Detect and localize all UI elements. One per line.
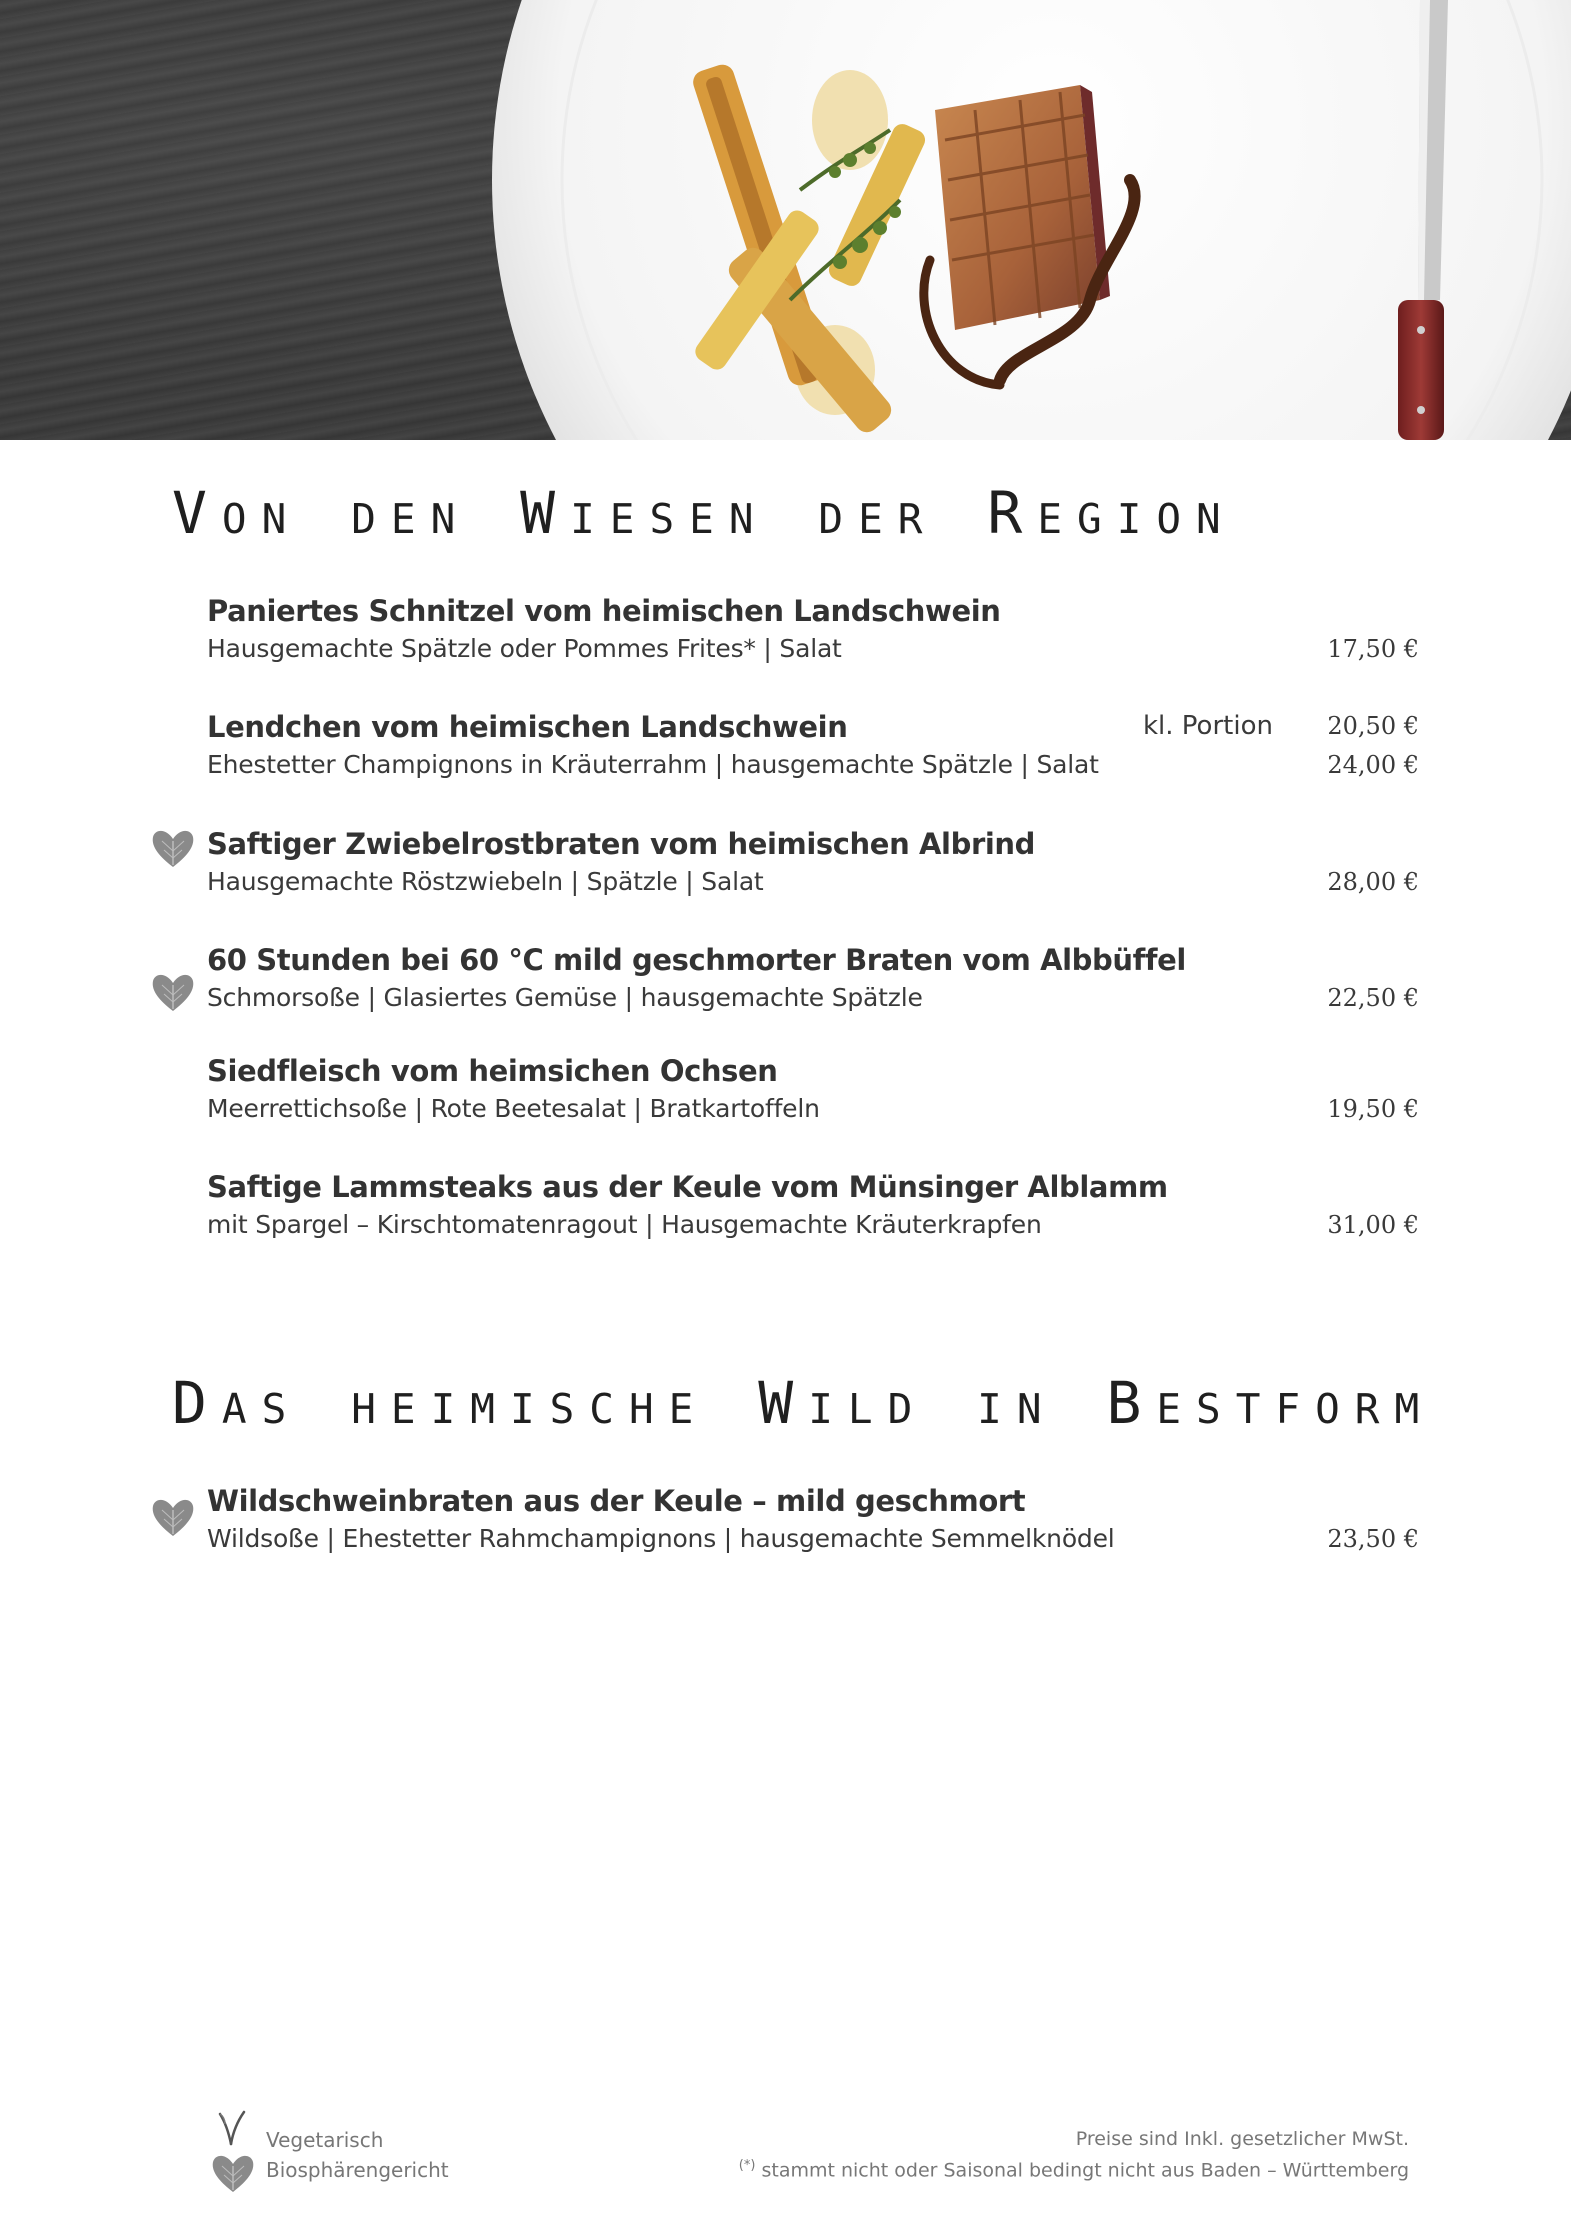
heart-leaf-icon <box>210 2152 256 2194</box>
dish-description: mit Spargel – Kirschtomatenragout | Hausgemachte Kräuterkrapfen <box>207 1210 1042 1239</box>
plated-dish-illustration <box>0 0 1571 440</box>
heart-leaf-icon <box>150 827 196 869</box>
dish-description: Hausgemachte Spätzle oder Pommes Frites* | Salat <box>207 634 842 663</box>
menu-item <box>0 710 1571 790</box>
dish-name: Saftiger Zwiebelrostbraten vom heimischen Albrind <box>207 827 1035 861</box>
section-title-meadows: Von den Wiesen der Region <box>172 479 1236 547</box>
origin-marker: (*) <box>738 2158 756 2173</box>
menu-item <box>0 827 1571 907</box>
dish-price: 17,50 € <box>1327 635 1419 663</box>
heart-leaf-icon <box>150 971 196 1013</box>
origin-note <box>739 2158 1409 2181</box>
dish-description: Ehestetter Champignons in Kräuterrahm | hausgemachte Spätzle | Salat <box>207 750 1099 779</box>
dish-description: Meerrettichsoße | Rote Beetesalat | Bratkartoffeln <box>207 1094 820 1123</box>
dish-price: 28,00 € <box>1327 868 1419 896</box>
menu-item <box>0 1170 1571 1250</box>
menu-item <box>0 943 1571 1023</box>
portion-label: kl. Portion <box>1143 711 1273 741</box>
vat-note: Preise sind Inkl. gesetzlicher MwSt. <box>1075 2128 1409 2150</box>
dish-name: 60 Stunden bei 60 °C mild geschmorter Braten vom Albbüffel <box>207 943 1186 977</box>
hero-image <box>0 0 1571 440</box>
dish-description: Schmorsoße | Glasiertes Gemüse | hausgemachte Spätzle <box>207 983 923 1012</box>
dish-price: 31,00 € <box>1327 1211 1419 1239</box>
dish-name: Wildschweinbraten aus der Keule – mild geschmort <box>207 1484 1026 1518</box>
section-title-game: Das heimische Wild in Bestform <box>172 1369 1435 1437</box>
dish-price: 24,00 € <box>1327 751 1419 779</box>
legend-vegetarian: Vegetarisch <box>266 2128 384 2152</box>
menu-item <box>0 1054 1571 1134</box>
origin-text: stammt nicht oder Saisonal bedingt nicht aus Baden – Württemberg <box>761 2159 1409 2182</box>
dish-name: Lendchen vom heimischen Landschwein <box>207 710 848 744</box>
legend-biosphere: Biosphärengericht <box>266 2158 449 2182</box>
dish-description: Hausgemachte Röstzwiebeln | Spätzle | Salat <box>207 867 764 896</box>
dish-description: Wildsoße | Ehestetter Rahmchampignons | hausgemachte Semmelknödel <box>207 1524 1115 1553</box>
menu-item <box>0 594 1571 674</box>
menu-item <box>0 1484 1571 1564</box>
v-leaf-icon <box>217 2110 247 2146</box>
dish-name: Saftige Lammsteaks aus der Keule vom Münsinger Alblamm <box>207 1170 1168 1204</box>
portion-price: 20,50 € <box>1327 712 1419 740</box>
dish-price: 22,50 € <box>1327 984 1419 1012</box>
dish-price: 23,50 € <box>1327 1525 1419 1553</box>
dish-name: Siedfleisch vom heimsichen Ochsen <box>207 1054 778 1088</box>
heart-leaf-icon <box>150 1496 196 1538</box>
dish-name: Paniertes Schnitzel vom heimischen Landschwein <box>207 594 1001 628</box>
dish-price: 19,50 € <box>1327 1095 1419 1123</box>
